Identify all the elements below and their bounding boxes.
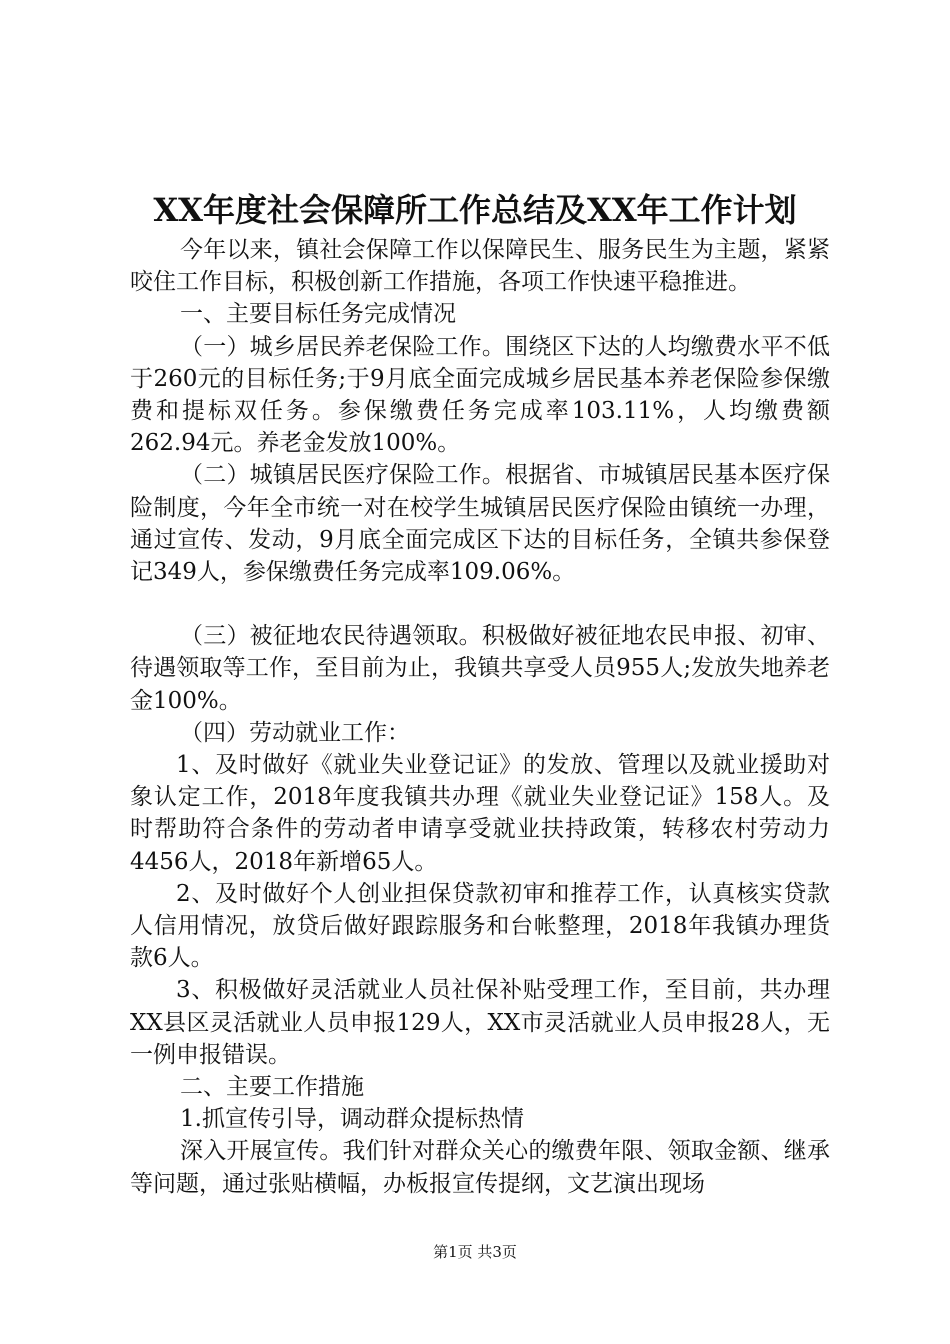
document-body <box>130 234 830 1200</box>
page-number: 第1页 共3页 <box>433 1243 517 1261</box>
paragraph-subitem-3: 3、积极做好灵活就业人员社保补贴受理工作，至目前，共办理XX县区灵活就业人员申报129人，XX市灵活就业人员申报28人，无一例申报错误。 <box>130 977 830 1068</box>
heading-measure-1: 1.抓宣传引导，调动群众提标热情 <box>180 1106 524 1133</box>
paragraph-spacer <box>130 588 830 620</box>
paragraph-item-4: （四）劳动就业工作： <box>180 719 410 746</box>
paragraph-subitem-2: 2、及时做好个人创业担保贷款初审和推荐工作，认真核实贷款人信用情况，放贷后做好跟踪服务和台帐整理，2018年我镇办理货款6人。 <box>130 880 830 972</box>
document-title: XX年度社会保障所工作总结及XX年工作计划 <box>153 191 797 229</box>
heading-section-1: 一、主要目标任务完成情况 <box>180 301 456 328</box>
paragraph-measure-1: 深入开展宣传。我们针对群众关心的缴费年限、领取金额、继承等问题，通过张贴横幅，办板报宣传提纲，文艺演出现场 <box>130 1138 830 1197</box>
paragraph-intro: 今年以来，镇社会保障工作以保障民生、服务民生为主题，紧紧咬住工作目标，积极创新工作措施，各项工作快速平稳推进。 <box>130 237 830 296</box>
paragraph-item-3: （三）被征地农民待遇领取。积极做好被征地农民申报、初审、待遇领取等工作，至目前为止，我镇共享受人员955人;发放失地养老金100%。 <box>130 623 830 714</box>
paragraph-subitem-1: 1、及时做好《就业失业登记证》的发放、管理以及就业援助对象认定工作，2018年度我镇共办理《就业失业登记证》158人。及时帮助符合条件的劳动者申请享受就业扶持政策，转移农村劳动力4456人，2018年新增65人。 <box>130 752 830 875</box>
heading-section-2: 二、主要工作措施 <box>180 1074 364 1101</box>
paragraph-item-1: （一）城乡居民养老保险工作。围绕区下达的人均缴费水平不低于260元的目标任务;于9月底全面完成城乡居民基本养老保险参保缴费和提标双任务。参保缴费任务完成率103.11%，人均缴费额262.94元。养老金发放100%。 <box>130 333 830 457</box>
paragraph-item-2: （二）城镇居民医疗保险工作。根据省、市城镇居民基本医疗保险制度，今年全市统一对在校学生城镇居民医疗保险由镇统一办理，通过宣传、发动，9月底全面完成区下达的目标任务，全镇共参保登记349人，参保缴费任务完成率109.06%。 <box>130 462 830 586</box>
